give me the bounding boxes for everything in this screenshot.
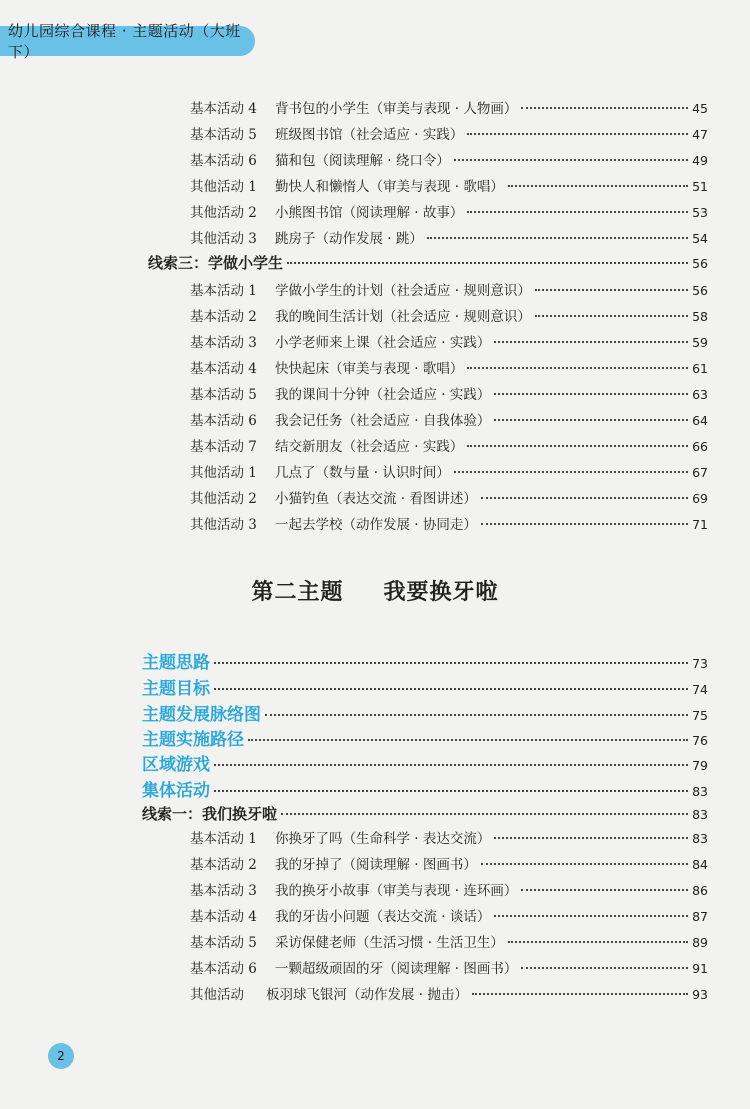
dot-leader [467,445,688,447]
section-link[interactable] [142,700,708,726]
toc-entry[interactable] [190,357,708,379]
toc-entry[interactable] [190,957,708,979]
toc-entry[interactable] [190,383,708,405]
dot-leader [494,341,688,343]
entry-page: 89 [692,935,708,950]
dot-leader [265,714,688,716]
entry-label: 基本活动 3 [190,335,257,351]
entry-label: 其他活动 3 [190,517,257,533]
entry-page: 54 [692,231,708,246]
entry-label: 基本活动 5 [190,935,257,951]
section-link[interactable] [142,776,708,802]
entry-title: 你换牙了吗（生命科学 · 表达交流） [275,831,491,847]
dot-leader [248,739,688,741]
entry-title: 小学老师来上课（社会适应 · 实践） [275,335,491,351]
entry-label: 基本活动 1 [190,283,257,299]
entry-title: 我的牙掉了（阅读理解 · 图画书） [275,857,477,873]
header-band [0,22,255,61]
entry-page: 64 [692,413,708,428]
toc-entry[interactable] [190,827,708,849]
dot-leader [454,471,688,473]
dot-leader [535,289,688,291]
toc-entry[interactable] [190,513,708,535]
dot-leader [494,419,688,421]
section-page: 79 [692,758,708,773]
dot-leader [508,185,688,187]
section-link[interactable] [142,725,708,751]
toc-entry[interactable] [190,123,708,145]
section-page: 75 [692,708,708,723]
entry-label: 基本活动 4 [190,909,257,925]
dot-leader [467,211,688,213]
theme-name: 我要换牙啦 [383,580,499,605]
entry-page: 91 [692,961,708,976]
section-title: 集体活动 [142,781,210,801]
dot-leader [214,764,688,766]
entry-label: 基本活动 4 [190,101,257,117]
entry-title: 我的课间十分钟（社会适应 · 实践） [275,387,491,403]
toc-entry[interactable] [190,331,708,353]
section-link[interactable] [142,648,708,674]
entry-page: 66 [692,439,708,454]
entry-title: 快快起床（审美与表现 · 歌唱） [275,361,464,377]
entry-title: 勤快人和懒惰人（审美与表现 · 歌唱） [275,179,504,195]
section-title: 主题发展脉络图 [142,705,261,725]
entry-page: 84 [692,857,708,872]
section-title: 主题实施路径 [142,730,244,750]
toc-entry[interactable] [190,983,708,1005]
entry-label: 基本活动 5 [190,127,257,143]
entry-title: 我会记任务（社会适应 · 自我体验） [275,413,491,429]
entry-label: 其他活动 [190,987,244,1003]
section-page: 83 [692,784,708,799]
toc-entry[interactable] [190,905,708,927]
dot-leader [281,813,688,815]
dot-leader [427,237,688,239]
section-title: 区域游戏 [142,755,210,775]
dot-leader [454,159,688,161]
entry-page: 59 [692,335,708,350]
section-title: 主题目标 [142,679,210,699]
dot-leader [521,967,688,969]
section-page: 76 [692,733,708,748]
clue-title: 线索三：学做小学生 [148,254,284,272]
section-link[interactable] [142,674,708,700]
entry-page: 53 [692,205,708,220]
dot-leader [508,941,688,943]
entry-label: 基本活动 4 [190,361,257,377]
dot-leader [521,889,688,891]
clue-heading[interactable] [148,252,708,276]
entry-title: 几点了（数与量 · 认识时间） [275,465,450,481]
entry-page: 49 [692,153,708,168]
entry-label: 基本活动 1 [190,831,257,847]
dot-leader [521,107,688,109]
dot-leader [472,993,688,995]
theme-title [0,575,750,606]
dot-leader [535,315,688,317]
theme-number: 第二主题 [251,580,344,605]
entry-page: 67 [692,465,708,480]
entry-title: 学做小学生的计划（社会适应 · 规则意识） [275,283,531,299]
entry-title: 小猫钓鱼（表达交流 · 看图讲述） [275,491,477,507]
book-title: 幼儿园综合课程 · 主题活动（大班下） [8,22,241,61]
dot-leader [494,393,688,395]
toc-entry[interactable] [190,461,708,483]
entry-page: 69 [692,491,708,506]
entry-page: 56 [692,283,708,298]
entry-page: 86 [692,883,708,898]
section-link[interactable] [142,750,708,776]
entry-title: 我的牙齿小问题（表达交流 · 谈话） [275,909,491,925]
entry-title: 猫和包（阅读理解 · 绕口令） [275,153,450,169]
entry-title: 板羽球飞银河（动作发展 · 抛击） [266,987,468,1003]
entry-title: 跳房子（动作发展 · 跳） [275,231,423,247]
entry-title: 结交新朋友（社会适应 · 实践） [275,439,464,455]
section-page: 73 [692,656,708,671]
entry-page: 61 [692,361,708,376]
toc-entry[interactable] [190,931,708,953]
entry-label: 基本活动 6 [190,413,257,429]
entry-label: 基本活动 5 [190,387,257,403]
entry-title: 班级图书馆（社会适应 · 实践） [275,127,464,143]
entry-label: 基本活动 7 [190,439,257,455]
dot-leader [481,863,688,865]
entry-title: 我的晚间生活计划（社会适应 · 规则意识） [275,309,531,325]
clue-heading[interactable] [142,803,708,827]
toc-entry[interactable] [190,305,708,327]
entry-page: 71 [692,517,708,532]
dot-leader [467,133,688,135]
dot-leader [287,262,688,264]
section-page: 74 [692,682,708,697]
toc-entry[interactable] [190,149,708,171]
toc-entry[interactable] [190,97,708,119]
page-number-badge [48,1043,74,1069]
entry-page: 47 [692,127,708,142]
dot-leader [467,367,688,369]
entry-title: 我的换牙小故事（审美与表现 · 连环画） [275,883,518,899]
toc-entry[interactable] [190,409,708,431]
entry-label: 基本活动 6 [190,961,257,977]
toc-entry[interactable] [190,279,708,301]
toc-entry[interactable] [190,879,708,901]
entry-page: 93 [692,987,708,1002]
entry-page: 83 [692,831,708,846]
section-title: 主题思路 [142,653,210,673]
entry-label: 基本活动 2 [190,309,257,325]
toc-entry[interactable] [190,175,708,197]
entry-label: 其他活动 1 [190,179,257,195]
toc-entry[interactable] [190,201,708,223]
entry-title: 背书包的小学生（审美与表现 · 人物画） [275,101,518,117]
entry-title: 小熊图书馆（阅读理解 · 故事） [275,205,464,221]
toc-entry[interactable] [190,487,708,509]
entry-title: 一颗超级顽固的牙（阅读理解 · 图画书） [275,961,518,977]
entry-label: 基本活动 6 [190,153,257,169]
page-number: 2 [57,1049,65,1063]
entry-label: 基本活动 3 [190,883,257,899]
entry-page: 63 [692,387,708,402]
entry-page: 87 [692,909,708,924]
entry-label: 其他活动 1 [190,465,257,481]
clue-title: 线索一：我们换牙啦 [142,805,278,823]
entry-title: 一起去学校（动作发展 · 协同走） [275,517,477,533]
entry-label: 其他活动 3 [190,231,257,247]
entry-page: 45 [692,101,708,116]
clue-page: 56 [692,256,708,271]
dot-leader [494,837,688,839]
toc-entry[interactable] [190,853,708,875]
dot-leader [481,523,688,525]
entry-label: 基本活动 2 [190,857,257,873]
entry-title: 采访保健老师（生活习惯 · 生活卫生） [275,935,504,951]
entry-label: 其他活动 2 [190,491,257,507]
toc-entry[interactable] [190,227,708,249]
dot-leader [214,662,688,664]
dot-leader [494,915,688,917]
entry-page: 51 [692,179,708,194]
dot-leader [214,790,688,792]
dot-leader [481,497,688,499]
entry-label: 其他活动 2 [190,205,257,221]
dot-leader [214,688,688,690]
toc-entry[interactable] [190,435,708,457]
clue-page: 83 [692,807,708,822]
entry-page: 58 [692,309,708,324]
